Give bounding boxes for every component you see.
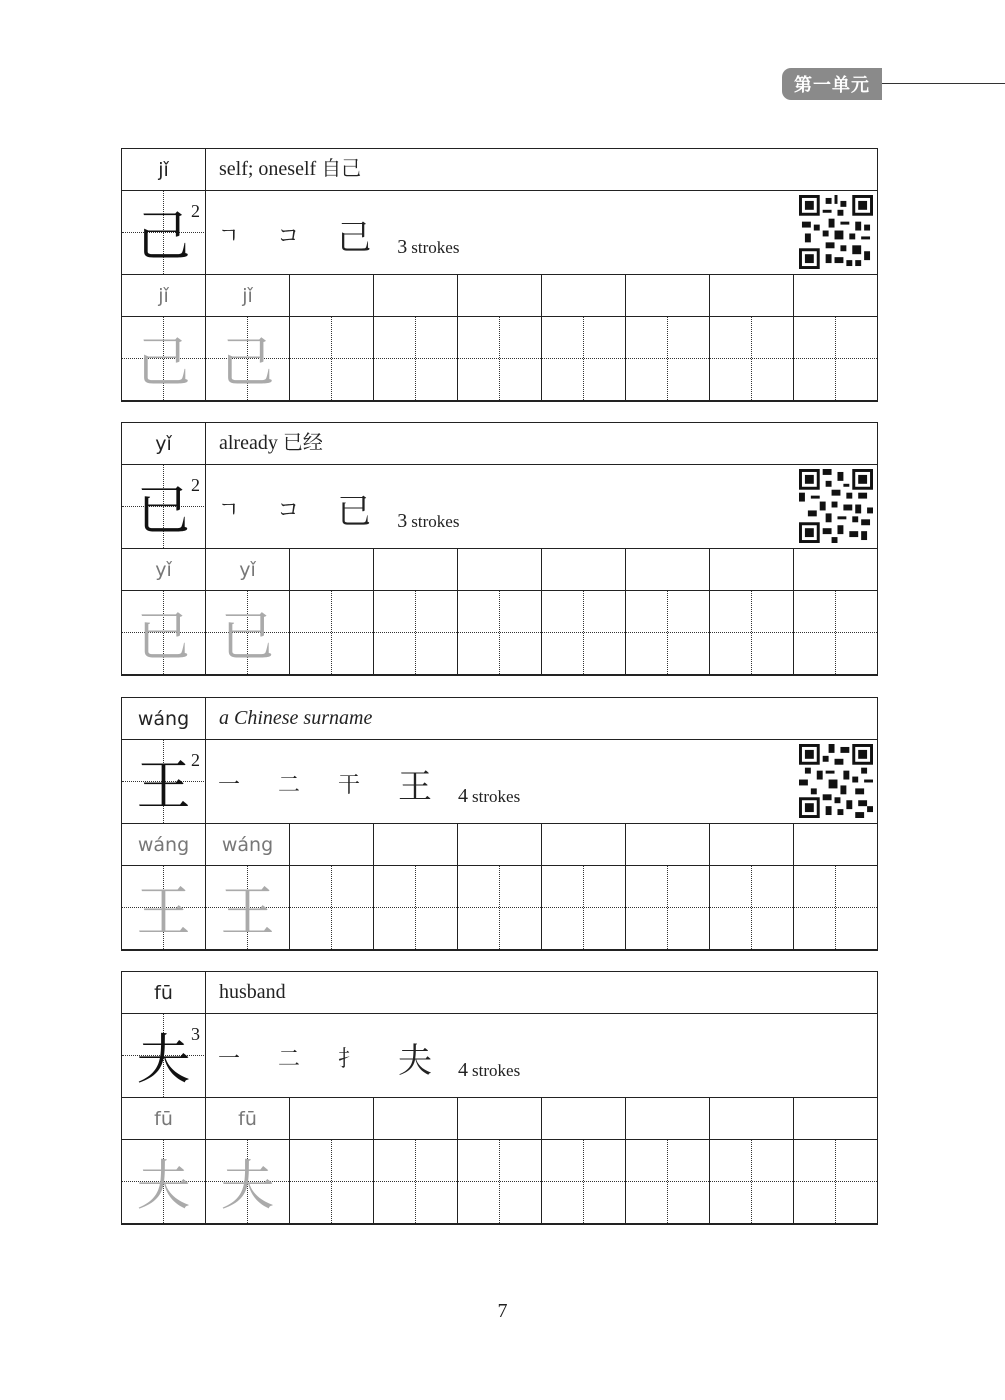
stroke-step: 扌: [338, 1046, 361, 1072]
stroke-order-row: [121, 1013, 878, 1098]
stroke-steps: [218, 1022, 520, 1092]
practice-pinyin: jǐ: [242, 284, 253, 307]
trace-character: 王: [136, 880, 191, 943]
stroke-step: コ: [277, 497, 300, 523]
stroke-order-row: [121, 464, 878, 549]
stroke-step: 二: [278, 772, 301, 798]
header-row: [121, 422, 878, 465]
header-row: [121, 971, 878, 1014]
practice-pinyin: wáng: [221, 833, 274, 856]
unit-line: [882, 83, 1005, 84]
stroke-step: 二: [278, 1046, 301, 1072]
stroke-count: 3 strokes: [397, 236, 460, 258]
practice-grid-row[interactable]: [121, 865, 878, 951]
pinyin-label: jǐ: [158, 158, 169, 181]
stroke-steps: [218, 199, 459, 269]
practice-pinyin-row: [121, 1097, 878, 1140]
stroke-step: コ: [277, 223, 300, 249]
practice-pinyin: yǐ: [155, 558, 172, 581]
pinyin-label: wáng: [137, 707, 190, 730]
practice-pinyin: jǐ: [158, 284, 169, 307]
meaning-text: a Chinese surname: [219, 707, 373, 729]
stroke-number: 3: [191, 1024, 200, 1044]
character-block-yi: [121, 422, 878, 675]
practice-grid-row[interactable]: [121, 590, 878, 676]
practice-grid-row[interactable]: [121, 316, 878, 402]
practice-pinyin: fū: [154, 1107, 173, 1130]
unit-tab: 第一单元: [782, 68, 882, 100]
stroke-order-row: [121, 739, 878, 824]
trace-character: 己: [136, 331, 191, 394]
meaning-text: already 已经: [219, 432, 323, 454]
pinyin-label: yǐ: [155, 432, 172, 455]
trace-character: 夫: [136, 1154, 191, 1217]
practice-pinyin-row: [121, 548, 878, 591]
stroke-number: 2: [191, 201, 200, 221]
practice-pinyin: fū: [238, 1107, 257, 1130]
meaning-text: self; oneself 自己: [219, 158, 362, 180]
stroke-count: 4 strokes: [458, 1059, 521, 1081]
stroke-step: 己: [337, 217, 372, 258]
meaning-text: husband: [219, 981, 286, 1003]
practice-pinyin-row: [121, 823, 878, 866]
stroke-steps: [218, 473, 459, 543]
character-block-ji: [121, 148, 878, 401]
stroke-step: ㄱ: [218, 497, 240, 523]
trace-character: 王: [220, 880, 275, 943]
practice-grid-row[interactable]: [121, 1139, 878, 1225]
stroke-step: 一: [218, 772, 241, 798]
qr-code-icon[interactable]: [799, 744, 873, 818]
qr-code-icon[interactable]: [799, 469, 873, 543]
stroke-step: 已: [337, 491, 372, 532]
stroke-count: 4 strokes: [458, 785, 521, 807]
main-character: 夫: [136, 1028, 191, 1091]
stroke-number: 2: [191, 475, 200, 495]
stroke-step: 干: [338, 772, 361, 798]
stroke-count: 3 strokes: [397, 510, 460, 532]
page-number: 7: [497, 1300, 508, 1322]
character-block-fu: [121, 971, 878, 1224]
stroke-steps: [218, 748, 520, 818]
qr-code-icon[interactable]: [799, 195, 873, 269]
stroke-step: ㄱ: [218, 223, 240, 249]
main-character: 己: [136, 205, 191, 268]
header-row: [121, 148, 878, 191]
character-block-wang: [121, 697, 878, 950]
stroke-step: 王: [398, 766, 433, 807]
trace-character: 己: [220, 331, 275, 394]
main-character: 王: [136, 754, 191, 817]
header-row: [121, 697, 878, 740]
practice-pinyin: wáng: [137, 833, 190, 856]
stroke-number: 2: [191, 750, 200, 770]
main-character: 已: [136, 479, 191, 542]
pinyin-label: fū: [154, 981, 173, 1004]
stroke-order-row: [121, 190, 878, 275]
stroke-step: 夫: [398, 1040, 433, 1081]
trace-character: 夫: [220, 1154, 275, 1217]
stroke-step: 一: [218, 1046, 241, 1072]
trace-character: 已: [220, 605, 275, 668]
practice-pinyin-row: [121, 274, 878, 317]
practice-pinyin: yǐ: [239, 558, 256, 581]
trace-character: 已: [136, 605, 191, 668]
